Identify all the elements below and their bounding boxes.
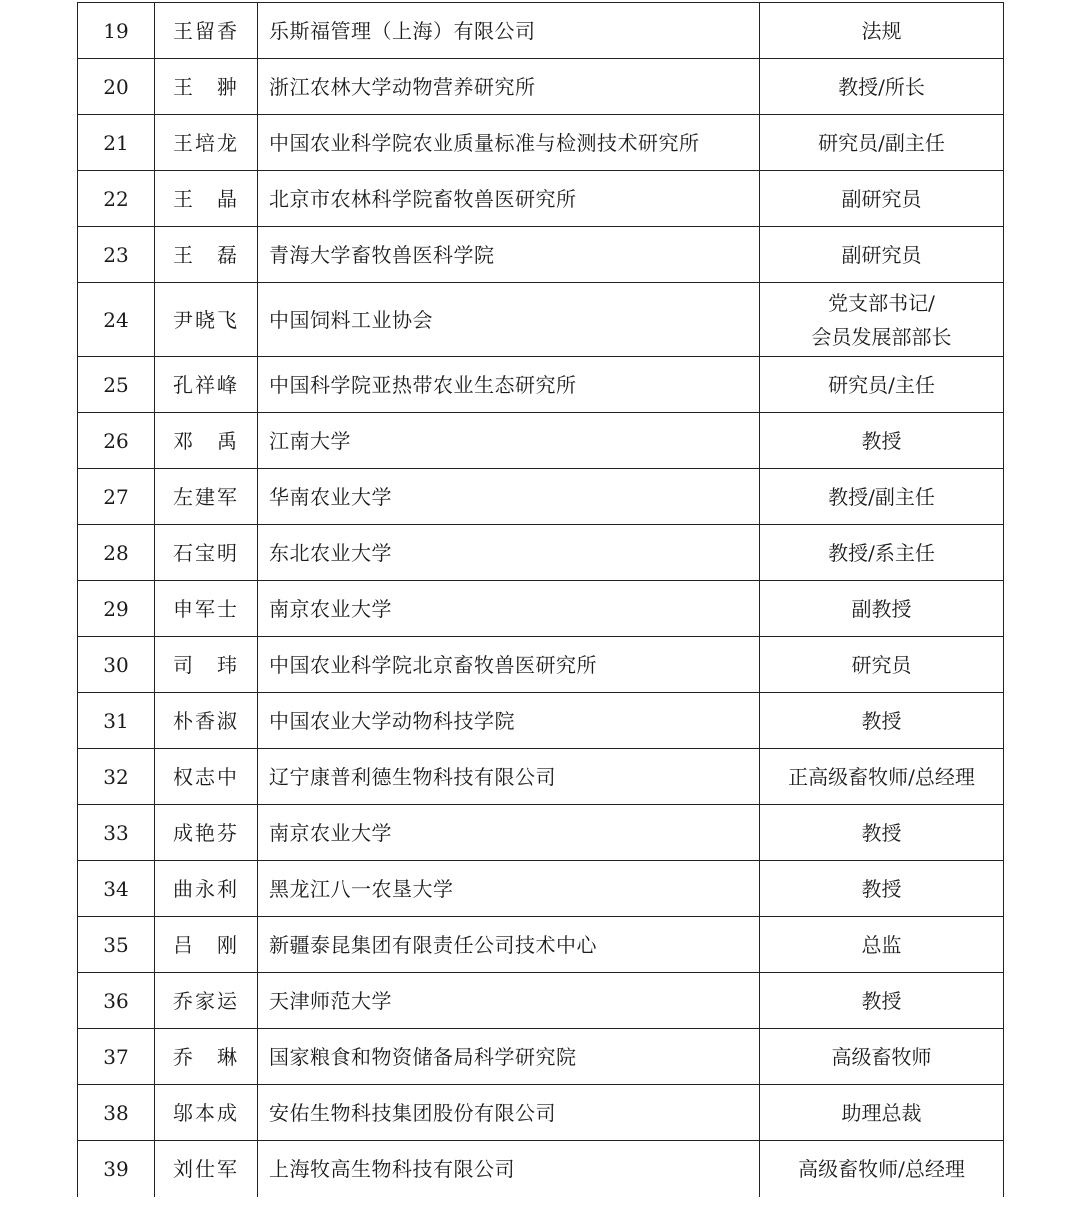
- job-title: [760, 861, 1004, 917]
- row-number: 39: [78, 1141, 155, 1197]
- job-title: [760, 283, 1004, 357]
- person-name: 乔 琳: [155, 1029, 258, 1085]
- person-name: 吕 刚: [155, 917, 258, 973]
- row-number: 20: [78, 59, 155, 115]
- job-title-line: 研究员: [851, 652, 912, 677]
- row-number: 23: [78, 227, 155, 283]
- job-title-line: 高级畜牧师: [831, 1044, 932, 1069]
- table-row: [78, 581, 1004, 637]
- person-name: 王 晶: [155, 171, 258, 227]
- job-title-line: 总监: [861, 932, 902, 957]
- organization: 江南大学: [258, 413, 760, 469]
- organization: 东北农业大学: [258, 525, 760, 581]
- row-number: 31: [78, 693, 155, 749]
- person-name: 乔家运: [155, 973, 258, 1029]
- row-number: 28: [78, 525, 155, 581]
- person-name: 王 翀: [155, 59, 258, 115]
- organization: 上海牧高生物科技有限公司: [258, 1141, 760, 1197]
- person-name: 尹晓飞: [155, 283, 258, 357]
- table-row: [78, 283, 1004, 357]
- organization: 南京农业大学: [258, 581, 760, 637]
- table-row: [78, 637, 1004, 693]
- person-name: 邓 禹: [155, 413, 258, 469]
- organization: 辽宁康普利德生物科技有限公司: [258, 749, 760, 805]
- row-number: 37: [78, 1029, 155, 1085]
- organization: 青海大学畜牧兽医科学院: [258, 227, 760, 283]
- organization: 中国饲料工业协会: [258, 283, 760, 357]
- row-number: 22: [78, 171, 155, 227]
- job-title: [760, 171, 1004, 227]
- organization: 天津师范大学: [258, 973, 760, 1029]
- roster-table: [77, 2, 1004, 1197]
- person-name: 邬本成: [155, 1085, 258, 1141]
- person-name: 申军士: [155, 581, 258, 637]
- person-name: 刘仕军: [155, 1141, 258, 1197]
- job-title: [760, 1085, 1004, 1141]
- row-number: 29: [78, 581, 155, 637]
- job-title-line: 研究员/主任: [828, 372, 935, 397]
- organization: 北京市农林科学院畜牧兽医研究所: [258, 171, 760, 227]
- job-title-line: 教授: [861, 428, 902, 453]
- row-number: 25: [78, 357, 155, 413]
- table-row: [78, 749, 1004, 805]
- table-row: [78, 227, 1004, 283]
- person-name: 王留香: [155, 3, 258, 59]
- organization: 华南农业大学: [258, 469, 760, 525]
- organization: 浙江农林大学动物营养研究所: [258, 59, 760, 115]
- organization: 黑龙江八一农垦大学: [258, 861, 760, 917]
- job-title-line: 高级畜牧师/总经理: [798, 1156, 965, 1181]
- table-row: [78, 805, 1004, 861]
- job-title: [760, 581, 1004, 637]
- table-row: [78, 469, 1004, 525]
- row-number: 34: [78, 861, 155, 917]
- job-title-line: 教授/副主任: [828, 484, 935, 509]
- job-title: [760, 637, 1004, 693]
- job-title: [760, 805, 1004, 861]
- person-name: 孔祥峰: [155, 357, 258, 413]
- job-title: [760, 469, 1004, 525]
- table-row: [78, 3, 1004, 59]
- person-name: 朴香淑: [155, 693, 258, 749]
- row-number: 30: [78, 637, 155, 693]
- job-title-line: 教授: [861, 708, 902, 733]
- table-row: [78, 1141, 1004, 1197]
- job-title: [760, 59, 1004, 115]
- row-number: 36: [78, 973, 155, 1029]
- table-row: [78, 171, 1004, 227]
- job-title: [760, 693, 1004, 749]
- job-title: [760, 1029, 1004, 1085]
- person-name: 曲永利: [155, 861, 258, 917]
- person-name: 王培龙: [155, 115, 258, 171]
- table-row: [78, 1085, 1004, 1141]
- job-title-line: 教授: [861, 876, 902, 901]
- job-title-line: 教授: [861, 988, 902, 1013]
- job-title-line: 法规: [861, 18, 902, 43]
- job-title: [760, 115, 1004, 171]
- job-title: [760, 917, 1004, 973]
- table-row: [78, 917, 1004, 973]
- row-number: 26: [78, 413, 155, 469]
- job-title: [760, 525, 1004, 581]
- table-row: [78, 357, 1004, 413]
- table-row: [78, 59, 1004, 115]
- person-name: 司 玮: [155, 637, 258, 693]
- row-number: 33: [78, 805, 155, 861]
- table-row: [78, 973, 1004, 1029]
- row-number: 21: [78, 115, 155, 171]
- job-title-line: 会员发展部部长: [811, 324, 952, 349]
- table-row: [78, 525, 1004, 581]
- organization: 国家粮食和物资储备局科学研究院: [258, 1029, 760, 1085]
- row-number: 27: [78, 469, 155, 525]
- job-title: [760, 3, 1004, 59]
- organization: 中国农业科学院北京畜牧兽医研究所: [258, 637, 760, 693]
- table-row: [78, 115, 1004, 171]
- organization: 安佑生物科技集团股份有限公司: [258, 1085, 760, 1141]
- table-row: [78, 413, 1004, 469]
- row-number: 32: [78, 749, 155, 805]
- row-number: 35: [78, 917, 155, 973]
- organization: 新疆泰昆集团有限责任公司技术中心: [258, 917, 760, 973]
- organization: 中国农业科学院农业质量标准与检测技术研究所: [258, 115, 760, 171]
- person-name: 权志中: [155, 749, 258, 805]
- job-title-line: 助理总裁: [841, 1100, 922, 1125]
- job-title: [760, 227, 1004, 283]
- job-title: [760, 973, 1004, 1029]
- job-title-line: 副研究员: [841, 242, 922, 267]
- job-title-line: 正高级畜牧师/总经理: [788, 764, 975, 789]
- job-title-line: 副教授: [851, 596, 912, 621]
- job-title-line: 教授: [861, 820, 902, 845]
- roster-body: [78, 3, 1004, 1197]
- organization: 中国科学院亚热带农业生态研究所: [258, 357, 760, 413]
- person-name: 石宝明: [155, 525, 258, 581]
- person-name: 左建军: [155, 469, 258, 525]
- row-number: 38: [78, 1085, 155, 1141]
- job-title-line: 副研究员: [841, 186, 922, 211]
- job-title-line: 研究员/副主任: [818, 130, 945, 155]
- organization: 中国农业大学动物科技学院: [258, 693, 760, 749]
- organization: 乐斯福管理（上海）有限公司: [258, 3, 760, 59]
- job-title-line: 教授/系主任: [828, 540, 935, 565]
- person-name: 王 磊: [155, 227, 258, 283]
- job-title: [760, 1141, 1004, 1197]
- job-title: [760, 749, 1004, 805]
- person-name: 成艳芬: [155, 805, 258, 861]
- table-row: [78, 861, 1004, 917]
- row-number: 19: [78, 3, 155, 59]
- job-title: [760, 413, 1004, 469]
- job-title-line: 党支部书记/: [828, 290, 935, 315]
- table-row: [78, 693, 1004, 749]
- table-row: [78, 1029, 1004, 1085]
- job-title: [760, 357, 1004, 413]
- row-number: 24: [78, 283, 155, 357]
- job-title-line: 教授/所长: [838, 74, 925, 99]
- organization: 南京农业大学: [258, 805, 760, 861]
